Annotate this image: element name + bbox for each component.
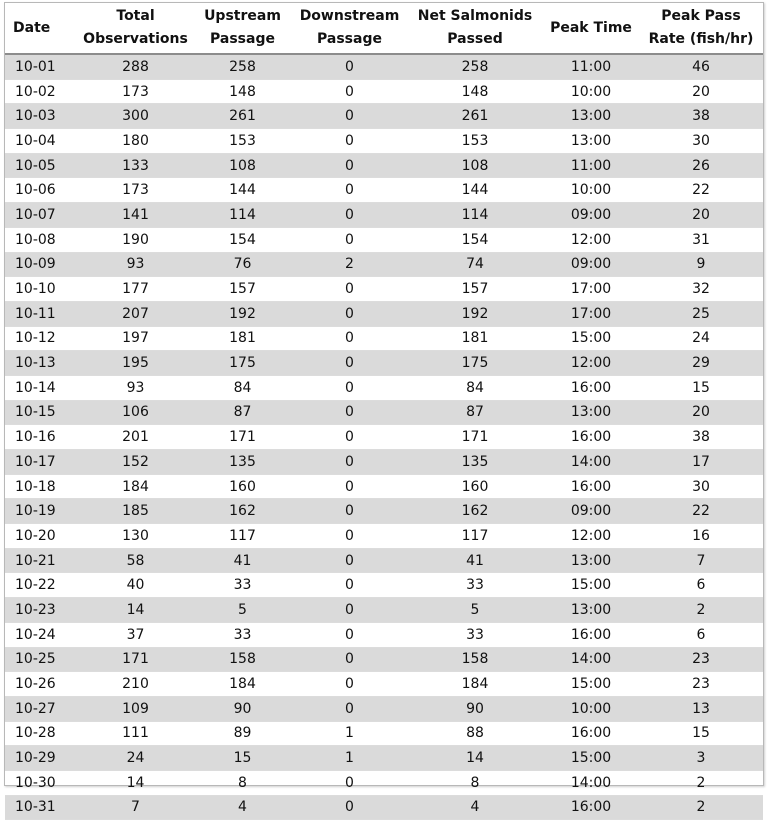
table-body <box>5 54 763 820</box>
table-cell: 16:00 <box>543 721 639 746</box>
table-cell: 87 <box>407 400 543 425</box>
table-cell: 10-17 <box>5 450 78 475</box>
table-cell: 108 <box>407 153 543 178</box>
table-cell: 10-19 <box>5 499 78 524</box>
table-cell: 2 <box>639 770 763 795</box>
table-row <box>5 474 763 499</box>
table-cell: 300 <box>78 104 193 129</box>
table-cell: 0 <box>292 153 407 178</box>
table-cell: 0 <box>292 450 407 475</box>
table-row <box>5 178 763 203</box>
table-cell: 0 <box>292 548 407 573</box>
table-cell: 0 <box>292 79 407 104</box>
table-cell: 135 <box>407 450 543 475</box>
table-cell: 84 <box>193 375 292 400</box>
table-cell: 84 <box>407 375 543 400</box>
table-cell: 23 <box>639 672 763 697</box>
table-cell: 12:00 <box>543 227 639 252</box>
table-cell: 0 <box>292 129 407 154</box>
table-cell: 10-04 <box>5 129 78 154</box>
table-cell: 133 <box>78 153 193 178</box>
table-row <box>5 573 763 598</box>
table-row <box>5 375 763 400</box>
table-cell: 0 <box>292 178 407 203</box>
table-cell: 10-02 <box>5 79 78 104</box>
table-cell: 09:00 <box>543 499 639 524</box>
table-cell: 10-27 <box>5 696 78 721</box>
table-cell: 154 <box>407 227 543 252</box>
table-cell: 0 <box>292 400 407 425</box>
table-cell: 8 <box>407 770 543 795</box>
table-cell: 14:00 <box>543 770 639 795</box>
table-cell: 22 <box>639 499 763 524</box>
table-cell: 14 <box>78 770 193 795</box>
table-row <box>5 622 763 647</box>
table-cell: 10-30 <box>5 770 78 795</box>
table-cell: 0 <box>292 375 407 400</box>
table-cell: 13:00 <box>543 548 639 573</box>
table-row <box>5 524 763 549</box>
table-cell: 10-26 <box>5 672 78 697</box>
table-cell: 12:00 <box>543 524 639 549</box>
table-cell: 10-01 <box>5 54 78 79</box>
table-cell: 7 <box>78 795 193 820</box>
table-cell: 10-08 <box>5 227 78 252</box>
table-cell: 0 <box>292 54 407 79</box>
table-row <box>5 252 763 277</box>
table-cell: 31 <box>639 227 763 252</box>
table-cell: 14:00 <box>543 450 639 475</box>
table-cell: 09:00 <box>543 252 639 277</box>
table-cell: 10-11 <box>5 301 78 326</box>
table-cell: 9 <box>639 252 763 277</box>
table-row <box>5 548 763 573</box>
table-cell: 10-09 <box>5 252 78 277</box>
table-row <box>5 326 763 351</box>
table-cell: 0 <box>292 203 407 228</box>
table-cell: 16:00 <box>543 795 639 820</box>
header-line: Downstream <box>299 8 400 24</box>
table-cell: 25 <box>639 301 763 326</box>
table-cell: 192 <box>193 301 292 326</box>
table-cell: 109 <box>78 696 193 721</box>
table-cell: 117 <box>193 524 292 549</box>
table-row <box>5 129 763 154</box>
table-cell: 171 <box>193 425 292 450</box>
net-salmonids-header <box>407 3 543 54</box>
table-cell: 15 <box>639 721 763 746</box>
table-row <box>5 400 763 425</box>
table-cell: 40 <box>78 573 193 598</box>
table-cell: 17:00 <box>543 277 639 302</box>
peak-time-header <box>543 3 639 54</box>
table-cell: 15:00 <box>543 326 639 351</box>
table-cell: 2 <box>292 252 407 277</box>
table-row <box>5 499 763 524</box>
table-cell: 153 <box>407 129 543 154</box>
table-cell: 210 <box>78 672 193 697</box>
table-cell: 135 <box>193 450 292 475</box>
table-cell: 157 <box>407 277 543 302</box>
downstream-passage-header <box>292 3 407 54</box>
table-row <box>5 153 763 178</box>
table-cell: 11:00 <box>543 54 639 79</box>
table-cell: 261 <box>407 104 543 129</box>
table-cell: 258 <box>193 54 292 79</box>
table-cell: 7 <box>639 548 763 573</box>
table-row <box>5 227 763 252</box>
table-cell: 30 <box>639 474 763 499</box>
table-cell: 24 <box>639 326 763 351</box>
table-cell: 10:00 <box>543 696 639 721</box>
table-row <box>5 770 763 795</box>
table-cell: 184 <box>407 672 543 697</box>
table-cell: 1 <box>292 746 407 771</box>
table-cell: 160 <box>193 474 292 499</box>
table-cell: 10-23 <box>5 598 78 623</box>
table-cell: 0 <box>292 474 407 499</box>
table-cell: 32 <box>639 277 763 302</box>
table-cell: 14:00 <box>543 647 639 672</box>
table-cell: 181 <box>407 326 543 351</box>
salmonid-passage-table <box>5 3 763 820</box>
table-cell: 6 <box>639 573 763 598</box>
table-cell: 89 <box>193 721 292 746</box>
header-line: Rate (fish/hr) <box>648 31 754 47</box>
table-cell: 38 <box>639 104 763 129</box>
table-row <box>5 79 763 104</box>
table-cell: 184 <box>78 474 193 499</box>
header-line: Peak Pass <box>661 8 741 24</box>
table-cell: 16:00 <box>543 375 639 400</box>
table-row <box>5 203 763 228</box>
table-row <box>5 54 763 79</box>
table-cell: 76 <box>193 252 292 277</box>
table-row <box>5 647 763 672</box>
header-line: Peak Time <box>550 19 632 36</box>
table-cell: 10-22 <box>5 573 78 598</box>
table-cell: 26 <box>639 153 763 178</box>
table-row <box>5 721 763 746</box>
table-cell: 15:00 <box>543 672 639 697</box>
table-cell: 13:00 <box>543 598 639 623</box>
table-cell: 10:00 <box>543 178 639 203</box>
table-cell: 10-13 <box>5 351 78 376</box>
table-cell: 192 <box>407 301 543 326</box>
table-cell: 10-15 <box>5 400 78 425</box>
table-cell: 30 <box>639 129 763 154</box>
table-cell: 10-21 <box>5 548 78 573</box>
header-line: Passage <box>317 31 382 47</box>
table-cell: 93 <box>78 375 193 400</box>
table-cell: 10-31 <box>5 795 78 820</box>
table-cell: 162 <box>407 499 543 524</box>
table-cell: 197 <box>78 326 193 351</box>
table-cell: 10-07 <box>5 203 78 228</box>
table-cell: 4 <box>407 795 543 820</box>
table-cell: 16:00 <box>543 622 639 647</box>
header-line: Observations <box>83 31 188 47</box>
table-cell: 16:00 <box>543 474 639 499</box>
table-cell: 4 <box>193 795 292 820</box>
table-cell: 0 <box>292 524 407 549</box>
table-cell: 15:00 <box>543 573 639 598</box>
table-cell: 158 <box>193 647 292 672</box>
table-cell: 11:00 <box>543 153 639 178</box>
table-cell: 160 <box>407 474 543 499</box>
table-cell: 10-25 <box>5 647 78 672</box>
table-frame <box>4 2 764 816</box>
table-cell: 130 <box>78 524 193 549</box>
table-row <box>5 795 763 820</box>
table-cell: 180 <box>78 129 193 154</box>
table-cell: 13 <box>639 696 763 721</box>
table-cell: 177 <box>78 277 193 302</box>
table-cell: 58 <box>78 548 193 573</box>
table-cell: 153 <box>193 129 292 154</box>
table-cell: 258 <box>407 54 543 79</box>
table-row <box>5 301 763 326</box>
table-cell: 10-14 <box>5 375 78 400</box>
table-cell: 144 <box>407 178 543 203</box>
table-cell: 195 <box>78 351 193 376</box>
table-cell: 175 <box>193 351 292 376</box>
table-cell: 93 <box>78 252 193 277</box>
table-cell: 158 <box>407 647 543 672</box>
table-cell: 13:00 <box>543 104 639 129</box>
table-row <box>5 277 763 302</box>
table-cell: 10-29 <box>5 746 78 771</box>
table-cell: 37 <box>78 622 193 647</box>
table-cell: 20 <box>639 79 763 104</box>
table-cell: 15 <box>193 746 292 771</box>
table-cell: 185 <box>78 499 193 524</box>
table-cell: 29 <box>639 351 763 376</box>
table-cell: 0 <box>292 622 407 647</box>
table-row <box>5 696 763 721</box>
header-row <box>5 3 763 54</box>
table-cell: 0 <box>292 326 407 351</box>
table-cell: 0 <box>292 770 407 795</box>
header-line: Passage <box>210 31 275 47</box>
table-cell: 5 <box>407 598 543 623</box>
table-cell: 148 <box>193 79 292 104</box>
table-cell: 117 <box>407 524 543 549</box>
table-cell: 90 <box>193 696 292 721</box>
table-cell: 0 <box>292 104 407 129</box>
table-cell: 0 <box>292 573 407 598</box>
table-cell: 41 <box>407 548 543 573</box>
table-cell: 17:00 <box>543 301 639 326</box>
table-cell: 157 <box>193 277 292 302</box>
table-cell: 74 <box>407 252 543 277</box>
table-cell: 12:00 <box>543 351 639 376</box>
header-line: Date <box>13 19 51 36</box>
table-cell: 108 <box>193 153 292 178</box>
table-cell: 20 <box>639 203 763 228</box>
table-cell: 114 <box>407 203 543 228</box>
header-line: Upstream <box>204 8 281 24</box>
table-cell: 162 <box>193 499 292 524</box>
table-cell: 10-20 <box>5 524 78 549</box>
table-cell: 16 <box>639 524 763 549</box>
table-cell: 1 <box>292 721 407 746</box>
table-row <box>5 672 763 697</box>
table-row <box>5 598 763 623</box>
table-cell: 141 <box>78 203 193 228</box>
table-cell: 33 <box>407 573 543 598</box>
table-cell: 261 <box>193 104 292 129</box>
table-cell: 207 <box>78 301 193 326</box>
table-cell: 6 <box>639 622 763 647</box>
upstream-passage-header <box>193 3 292 54</box>
table-cell: 10-16 <box>5 425 78 450</box>
table-cell: 38 <box>639 425 763 450</box>
table-cell: 171 <box>407 425 543 450</box>
table-cell: 24 <box>78 746 193 771</box>
table-cell: 144 <box>193 178 292 203</box>
table-cell: 14 <box>78 598 193 623</box>
peak-pass-rate-header <box>639 3 763 54</box>
table-cell: 90 <box>407 696 543 721</box>
table-row <box>5 746 763 771</box>
table-cell: 10-10 <box>5 277 78 302</box>
table-cell: 0 <box>292 647 407 672</box>
table-cell: 173 <box>78 79 193 104</box>
table-cell: 171 <box>78 647 193 672</box>
table-row <box>5 425 763 450</box>
table-cell: 0 <box>292 795 407 820</box>
table-cell: 154 <box>193 227 292 252</box>
table-cell: 10-05 <box>5 153 78 178</box>
table-cell: 2 <box>639 598 763 623</box>
table-row <box>5 351 763 376</box>
table-cell: 114 <box>193 203 292 228</box>
table-cell: 13:00 <box>543 400 639 425</box>
table-cell: 2 <box>639 795 763 820</box>
table-cell: 173 <box>78 178 193 203</box>
table-cell: 46 <box>639 54 763 79</box>
header-line: Total <box>116 8 155 24</box>
table-cell: 10:00 <box>543 79 639 104</box>
table-cell: 0 <box>292 425 407 450</box>
table-cell: 8 <box>193 770 292 795</box>
table-cell: 20 <box>639 400 763 425</box>
table-cell: 190 <box>78 227 193 252</box>
table-cell: 17 <box>639 450 763 475</box>
table-cell: 33 <box>407 622 543 647</box>
table-cell: 0 <box>292 499 407 524</box>
table-cell: 14 <box>407 746 543 771</box>
table-cell: 41 <box>193 548 292 573</box>
table-cell: 106 <box>78 400 193 425</box>
table-cell: 111 <box>78 721 193 746</box>
table-row <box>5 450 763 475</box>
table-cell: 10-28 <box>5 721 78 746</box>
table-cell: 0 <box>292 227 407 252</box>
table-cell: 23 <box>639 647 763 672</box>
table-cell: 10-06 <box>5 178 78 203</box>
header-line: Passed <box>447 31 503 47</box>
table-cell: 3 <box>639 746 763 771</box>
table-cell: 0 <box>292 301 407 326</box>
table-cell: 201 <box>78 425 193 450</box>
table-cell: 152 <box>78 450 193 475</box>
table-cell: 22 <box>639 178 763 203</box>
table-cell: 10-18 <box>5 474 78 499</box>
table-cell: 15:00 <box>543 746 639 771</box>
table-cell: 15 <box>639 375 763 400</box>
table-cell: 33 <box>193 573 292 598</box>
table-cell: 10-03 <box>5 104 78 129</box>
table-cell: 0 <box>292 598 407 623</box>
table-cell: 0 <box>292 696 407 721</box>
table-row <box>5 104 763 129</box>
table-cell: 0 <box>292 351 407 376</box>
table-cell: 288 <box>78 54 193 79</box>
table-cell: 5 <box>193 598 292 623</box>
table-cell: 181 <box>193 326 292 351</box>
table-cell: 148 <box>407 79 543 104</box>
table-cell: 13:00 <box>543 129 639 154</box>
header-line: Net Salmonids <box>417 8 533 24</box>
table-cell: 87 <box>193 400 292 425</box>
table-cell: 88 <box>407 721 543 746</box>
table-cell: 33 <box>193 622 292 647</box>
table-cell: 175 <box>407 351 543 376</box>
date-header <box>5 3 78 54</box>
table-cell: 10-24 <box>5 622 78 647</box>
table-cell: 0 <box>292 277 407 302</box>
table-cell: 10-12 <box>5 326 78 351</box>
table-cell: 09:00 <box>543 203 639 228</box>
table-cell: 16:00 <box>543 425 639 450</box>
table-cell: 0 <box>292 672 407 697</box>
table-cell: 184 <box>193 672 292 697</box>
total-observations-header <box>78 3 193 54</box>
